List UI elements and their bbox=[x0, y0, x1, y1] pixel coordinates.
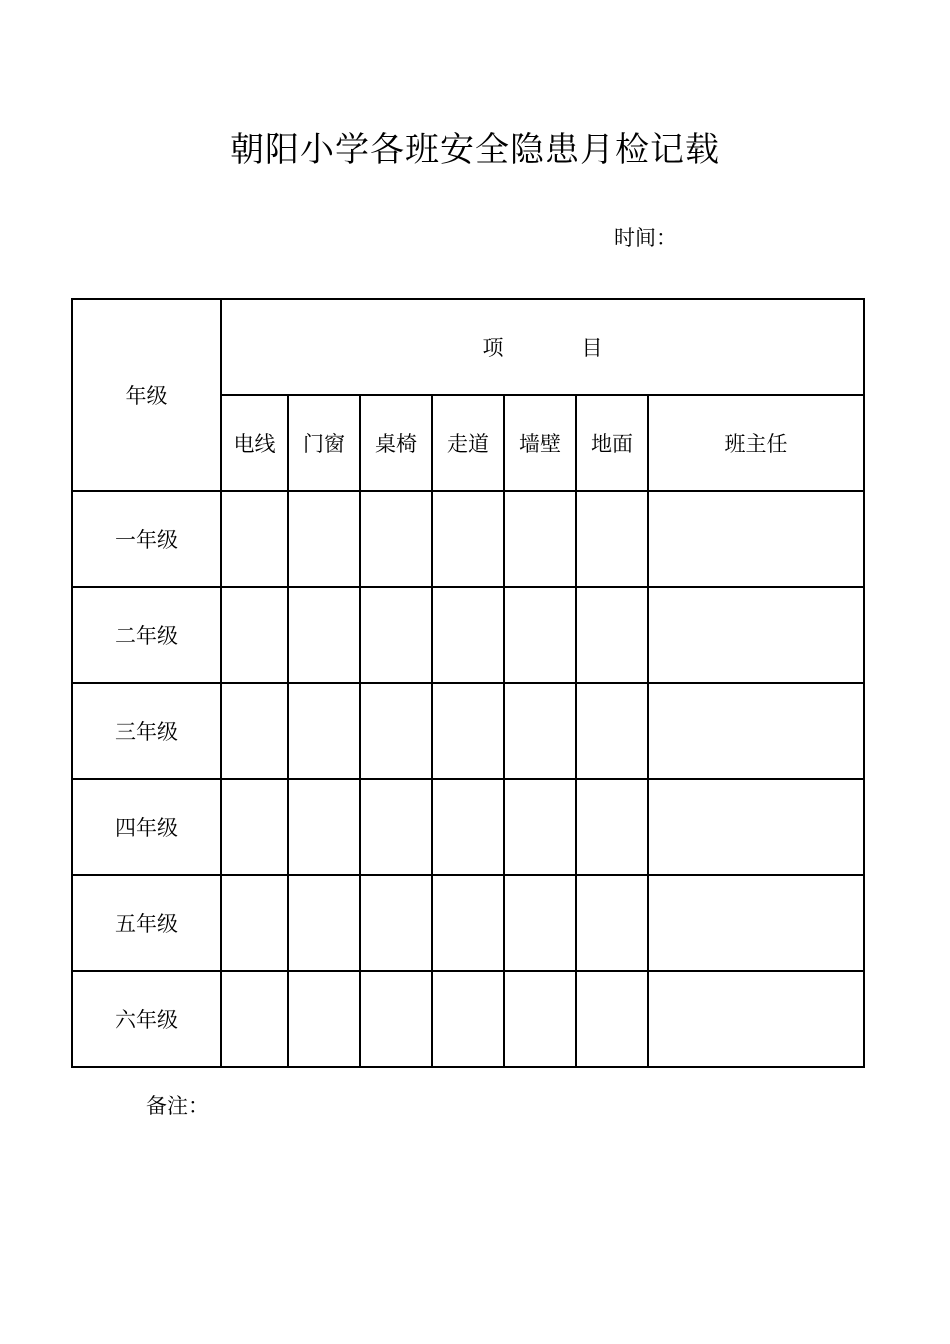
grade-header-cell bbox=[72, 299, 221, 491]
row-label-grade-1: 一年级 bbox=[72, 491, 221, 587]
table-cell[interactable] bbox=[648, 683, 864, 779]
column-header-corridor: 走道 bbox=[432, 395, 504, 491]
row-label-grade-4: 四年级 bbox=[72, 779, 221, 875]
table-cell[interactable] bbox=[576, 875, 648, 971]
table-row bbox=[72, 587, 864, 683]
table-cell[interactable] bbox=[360, 971, 432, 1067]
table-cell[interactable] bbox=[221, 683, 288, 779]
table-cell[interactable] bbox=[288, 971, 360, 1067]
table-cell[interactable] bbox=[576, 779, 648, 875]
table-cell[interactable] bbox=[221, 875, 288, 971]
table-cell[interactable] bbox=[504, 491, 576, 587]
row-label-grade-5: 五年级 bbox=[72, 875, 221, 971]
project-header-left: 项 bbox=[482, 336, 504, 360]
header-row-project bbox=[72, 299, 864, 395]
table-row bbox=[72, 491, 864, 587]
table-cell[interactable] bbox=[648, 491, 864, 587]
table-cell[interactable] bbox=[504, 971, 576, 1067]
table-cell[interactable] bbox=[221, 587, 288, 683]
table-cell[interactable] bbox=[504, 875, 576, 971]
document-title: 朝阳小学各班安全隐患月检记载 bbox=[230, 130, 720, 170]
date-label: 时间： bbox=[614, 226, 677, 250]
column-header-wire: 电线 bbox=[221, 395, 288, 491]
table-cell[interactable] bbox=[288, 587, 360, 683]
table-cell[interactable] bbox=[576, 971, 648, 1067]
table-cell[interactable] bbox=[648, 971, 864, 1067]
table-cell[interactable] bbox=[432, 971, 504, 1067]
column-header-walls: 墙壁 bbox=[504, 395, 576, 491]
table-cell[interactable] bbox=[288, 491, 360, 587]
table-cell[interactable] bbox=[288, 779, 360, 875]
table-cell[interactable] bbox=[221, 779, 288, 875]
row-label-grade-3: 三年级 bbox=[72, 683, 221, 779]
table-cell[interactable] bbox=[360, 587, 432, 683]
row-label-grade-6: 六年级 bbox=[72, 971, 221, 1067]
table-cell[interactable] bbox=[432, 683, 504, 779]
table-row bbox=[72, 875, 864, 971]
table-row bbox=[72, 971, 864, 1067]
inspection-table bbox=[71, 298, 865, 1068]
table-cell[interactable] bbox=[221, 971, 288, 1067]
project-header-cell bbox=[221, 299, 864, 395]
table-cell[interactable] bbox=[648, 779, 864, 875]
column-header-doors-windows: 门窗 bbox=[288, 395, 360, 491]
table-cell[interactable] bbox=[648, 587, 864, 683]
note-label: 备注： bbox=[146, 1094, 209, 1118]
table-cell[interactable] bbox=[360, 779, 432, 875]
column-header-desks-chairs: 桌椅 bbox=[360, 395, 432, 491]
table-cell[interactable] bbox=[360, 683, 432, 779]
row-label-grade-2: 二年级 bbox=[72, 587, 221, 683]
table-cell[interactable] bbox=[432, 875, 504, 971]
table-cell[interactable] bbox=[648, 875, 864, 971]
table-cell[interactable] bbox=[360, 875, 432, 971]
column-header-floor: 地面 bbox=[576, 395, 648, 491]
table-cell[interactable] bbox=[221, 491, 288, 587]
table-cell[interactable] bbox=[432, 491, 504, 587]
table-cell[interactable] bbox=[432, 587, 504, 683]
table-row bbox=[72, 683, 864, 779]
table-cell[interactable] bbox=[576, 683, 648, 779]
table-cell[interactable] bbox=[576, 491, 648, 587]
table-cell[interactable] bbox=[504, 587, 576, 683]
table-row bbox=[72, 779, 864, 875]
table-cell[interactable] bbox=[360, 491, 432, 587]
column-header-head-teacher: 班主任 bbox=[648, 395, 864, 491]
project-header-right: 目 bbox=[581, 336, 603, 360]
table-cell[interactable] bbox=[288, 875, 360, 971]
grade-header-label: 年级 bbox=[125, 384, 168, 408]
table-cell[interactable] bbox=[288, 683, 360, 779]
table-cell[interactable] bbox=[576, 587, 648, 683]
table-cell[interactable] bbox=[432, 779, 504, 875]
table-cell[interactable] bbox=[504, 779, 576, 875]
table-cell[interactable] bbox=[504, 683, 576, 779]
